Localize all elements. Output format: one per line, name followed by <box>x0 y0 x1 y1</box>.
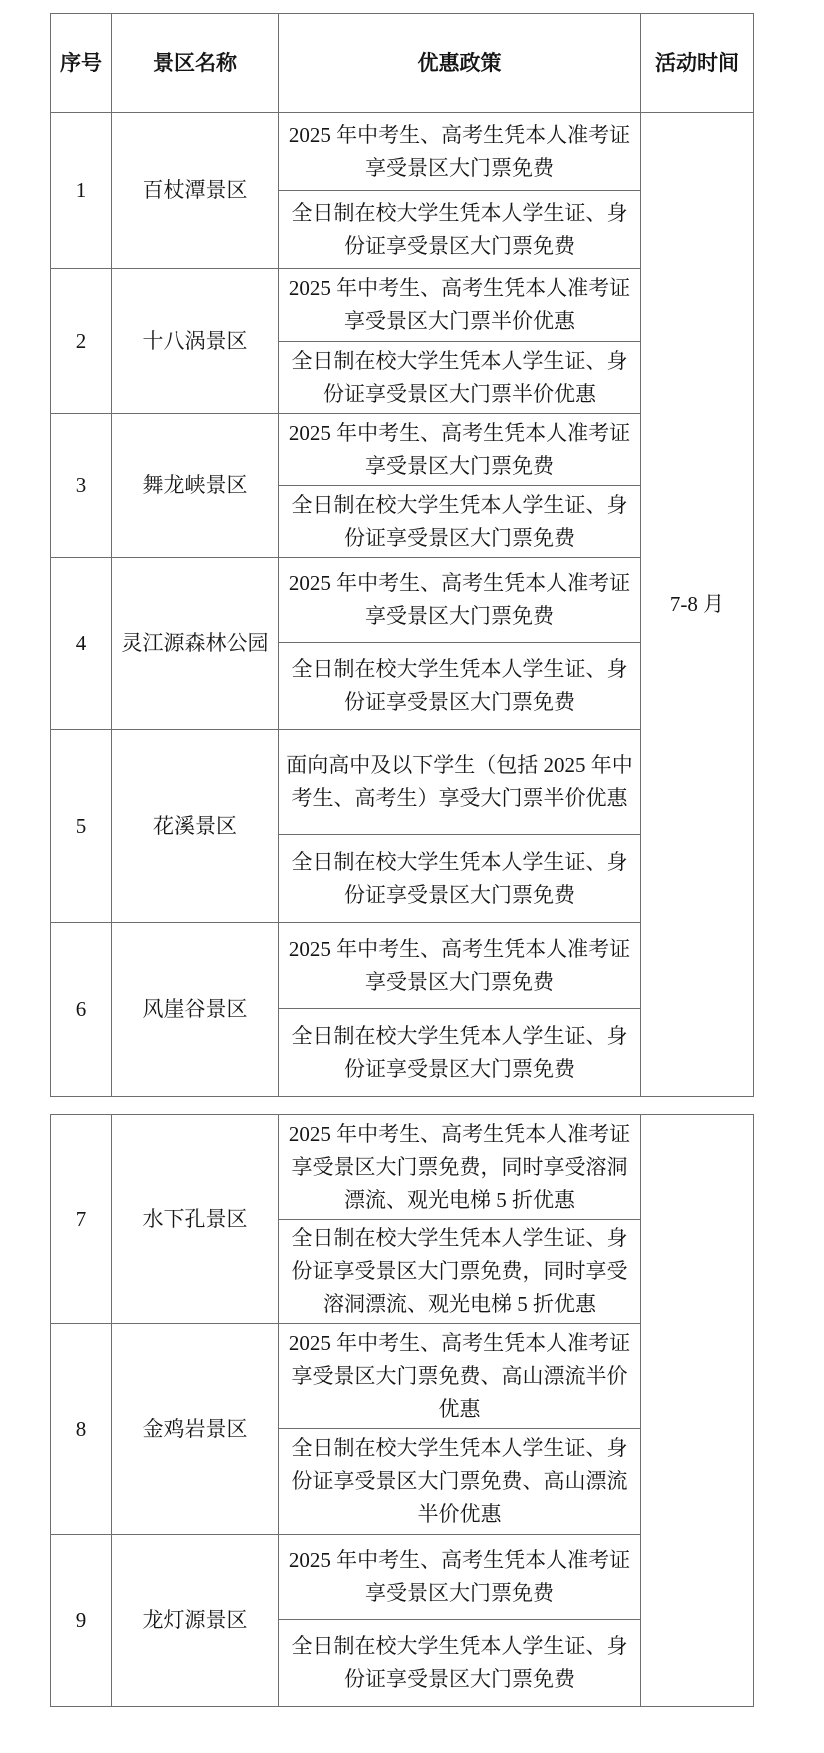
row-index: 7 <box>51 1115 112 1324</box>
scenic-name: 花溪景区 <box>112 730 279 923</box>
table-row <box>51 1115 754 1220</box>
header-policy: 优惠政策 <box>279 14 641 113</box>
policy-exam-students: 2025 年中考生、高考生凭本人准考证享受景区大门票免费 <box>279 113 641 191</box>
row-index: 4 <box>51 558 112 730</box>
policy-exam-students: 2025 年中考生、高考生凭本人准考证享受景区大门票免费 <box>279 414 641 486</box>
policy-exam-students: 2025 年中考生、高考生凭本人准考证享受景区大门票免费 <box>279 1535 641 1620</box>
policy-university-students: 全日制在校大学生凭本人学生证、身份证享受景区大门票免费，同时享受溶洞漂流、观光电梯 5 折优惠 <box>279 1220 641 1324</box>
scenic-name: 金鸡岩景区 <box>112 1324 279 1535</box>
activity-time-empty <box>641 1115 754 1707</box>
policy-exam-students: 2025 年中考生、高考生凭本人准考证享受景区大门票免费，同时享受溶洞漂流、观光电梯 5 折优惠 <box>279 1115 641 1220</box>
table-row <box>51 113 754 191</box>
policy-university-students: 全日制在校大学生凭本人学生证、身份证享受景区大门票免费 <box>279 643 641 730</box>
policy-university-students: 全日制在校大学生凭本人学生证、身份证享受景区大门票免费 <box>279 1009 641 1097</box>
header-scenic-name: 景区名称 <box>112 14 279 113</box>
policy-exam-students: 2025 年中考生、高考生凭本人准考证享受景区大门票免费 <box>279 923 641 1009</box>
header-row <box>51 14 754 113</box>
discount-table-part-1 <box>50 13 754 1097</box>
scenic-name: 舞龙峡景区 <box>112 414 279 558</box>
scenic-name: 十八涡景区 <box>112 269 279 414</box>
discount-table-part-2 <box>50 1114 754 1707</box>
scenic-name: 水下孔景区 <box>112 1115 279 1324</box>
header-activity-time: 活动时间 <box>641 14 754 113</box>
row-index: 9 <box>51 1535 112 1707</box>
policy-exam-students: 2025 年中考生、高考生凭本人准考证享受景区大门票半价优惠 <box>279 269 641 342</box>
policy-exam-students: 2025 年中考生、高考生凭本人准考证享受景区大门票免费、高山漂流半价优惠 <box>279 1324 641 1429</box>
policy-university-students: 全日制在校大学生凭本人学生证、身份证享受景区大门票免费 <box>279 1620 641 1707</box>
activity-time: 7-8 月 <box>641 113 754 1097</box>
policy-exam-students: 2025 年中考生、高考生凭本人准考证享受景区大门票免费 <box>279 558 641 643</box>
row-index: 2 <box>51 269 112 414</box>
scenic-name: 风崖谷景区 <box>112 923 279 1097</box>
row-index: 3 <box>51 414 112 558</box>
policy-university-students: 全日制在校大学生凭本人学生证、身份证享受景区大门票免费、高山漂流半价优惠 <box>279 1429 641 1535</box>
policy-university-students: 全日制在校大学生凭本人学生证、身份证享受景区大门票免费 <box>279 835 641 923</box>
scenic-name: 灵江源森林公园 <box>112 558 279 730</box>
row-index: 5 <box>51 730 112 923</box>
scenic-name: 龙灯源景区 <box>112 1535 279 1707</box>
row-index: 6 <box>51 923 112 1097</box>
row-index: 8 <box>51 1324 112 1535</box>
row-index: 1 <box>51 113 112 269</box>
policy-school-students: 面向高中及以下学生（包括 2025 年中考生、高考生）享受大门票半价优惠 <box>279 730 641 835</box>
policy-university-students: 全日制在校大学生凭本人学生证、身份证享受景区大门票半价优惠 <box>279 342 641 414</box>
policy-university-students: 全日制在校大学生凭本人学生证、身份证享受景区大门票免费 <box>279 486 641 558</box>
policy-university-students: 全日制在校大学生凭本人学生证、身份证享受景区大门票免费 <box>279 191 641 269</box>
scenic-name: 百杖潭景区 <box>112 113 279 269</box>
header-index: 序号 <box>51 14 112 113</box>
